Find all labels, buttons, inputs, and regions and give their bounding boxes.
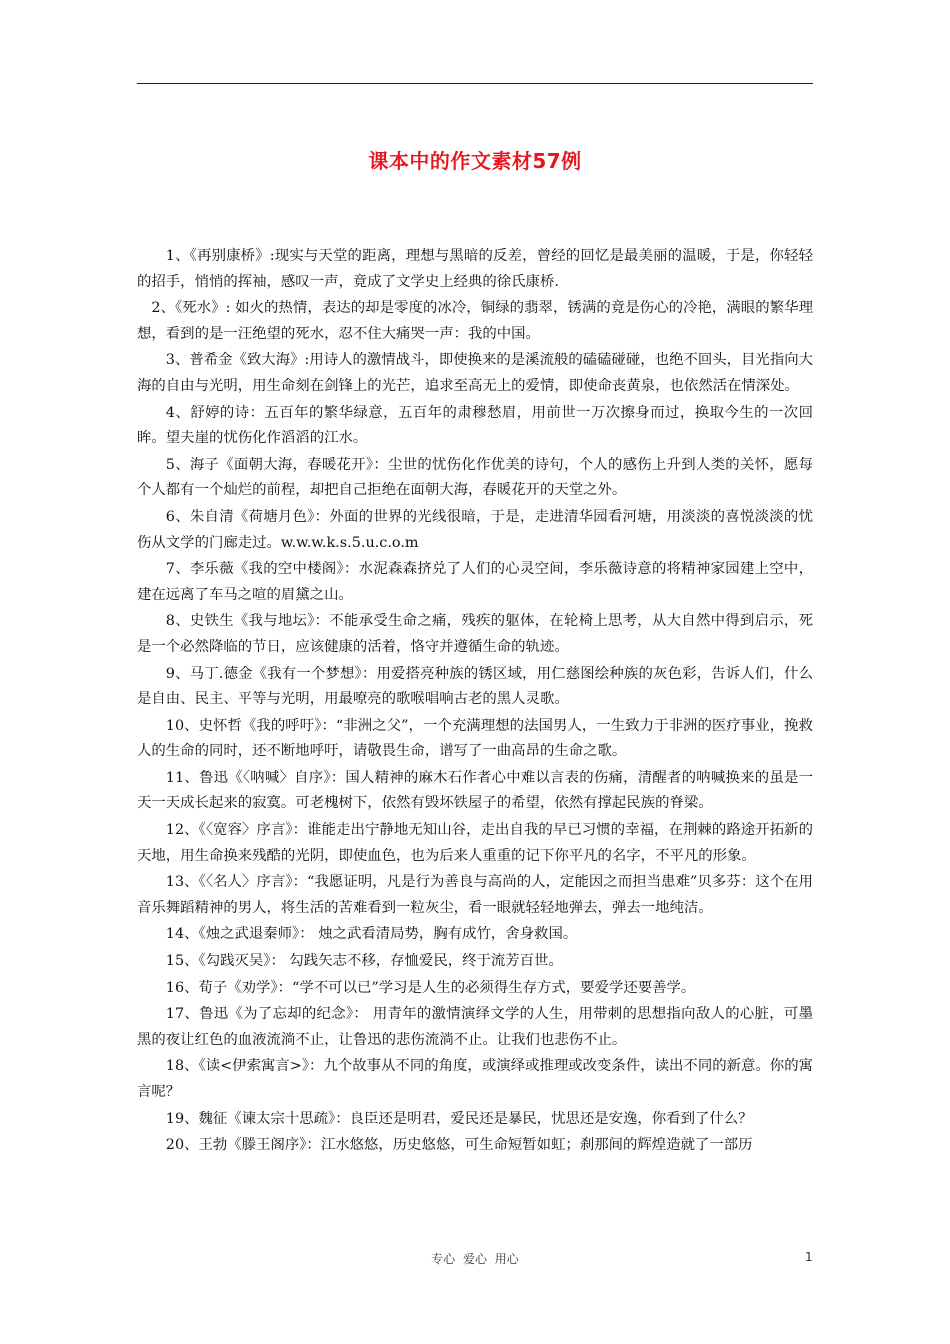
paragraph-13: 13、《〈名人〉序言》：“我愿证明，凡是行为善良与高尚的人，定能因之而担当患难”贝多芬：这个在用音乐舞蹈精神的男人，将生活的苦难看到一粒灰尘，看一眼就轻轻地弹去，弹去一地纯洁。 xyxy=(137,874,813,916)
paragraph-4: 4、舒婷的诗：五百年的繁华绿意，五百年的肃穆愁眉，用前世一万次擦身而过，换取今生的一次回眸。望夫崖的忧伤化作滔滔的江水。 xyxy=(137,404,813,447)
page-number: 1 xyxy=(805,1250,813,1264)
paragraph-14: 14、《烛之武退秦师》： 烛之武看清局势，胸有成竹，舍身救国。 xyxy=(165,926,578,943)
paragraph-9: 9、马丁.德金《我有一个梦想》：用爱搭亮种族的锈区域，用仁慈图绘种族的灰色彩，告诉人们，什么是自由、民主、平等与光明，用最嘹亮的歌喉唱响古老的黑人灵歌。 xyxy=(137,665,813,708)
paragraph-15: 15、《勾践灭吴》： 勾践矢志不移，存恤爱民，终于流芳百世。 xyxy=(165,953,563,970)
paragraph-11: 11、鲁迅《〈呐喊〉自序》：国人精神的麻木石作者心中难以言表的伤痛，清醒者的呐喊换来的虽是一天一天成长起来的寂寞。可老槐树下，依然有毁坏铁屋子的希望，依然有撑起民族的脊梁。 xyxy=(137,769,813,812)
paragraph-18: 18、《读<伊索寓言>》：九个故事从不同的角度，或演绎或推理或改变条件，读出不同的新意。你的寓言呢？ xyxy=(137,1058,813,1100)
paragraph-19: 19、魏征《谏太宗十思疏》：良臣还是明君，爱民还是暴民，忧思还是安逸，你看到了什么？ xyxy=(165,1110,753,1127)
paragraph-1: 1、《再别康桥》:现实与天堂的距离，理想与黑暗的反差，曾经的回忆是最美丽的温暖，于是，你轻轻的招手，悄悄的挥袖，感叹一声，竟成了文学史上经典的徐氏康桥. xyxy=(137,248,813,290)
paragraph-2: 2、《死水》: 如火的热情，表达的却是零度的冰冷，铜绿的翡翠，锈满的竟是伤心的冷艳，满眼的繁华理想，看到的是一汪绝望的死水，忍不住大痛哭一声：我的中国。 xyxy=(137,300,813,342)
header-rule xyxy=(137,83,813,84)
paragraph-3: 3、普希金《致大海》:用诗人的激情战斗，即使换来的是溪流般的磕磕碰碰，也绝不回头，目光指向大海的自由与光明，用生命刻在剑锋上的光芒，追求至高无上的爱情，即使命丧黄泉，也依然活在情深处。 xyxy=(137,352,813,394)
paragraph-12: 12、《〈宽容〉序言》：谁能走出宁静地无知山谷，走出自我的早已习惯的幸福，在荆棘的路途开拓新的天地，用生命换来残酷的光阴，即使血色，也为后来人重重的记下你平凡的名字，不平凡的形象。 xyxy=(137,822,813,864)
footer-motto: 专心 爱心 用心 xyxy=(431,1252,519,1266)
paragraph-6: 6、朱自清《荷塘月色》：外面的世界的光线很暗，于是，走进清华园看河塘，用淡淡的喜悦淡淡的忧伤从文学的门廊走过。w.w.w.k.s.5.u.c.o.m xyxy=(137,508,813,551)
paragraph-5: 5、海子《面朝大海，春暖花开》：尘世的忧伤化作优美的诗句，个人的感伤上升到人类的关怀，愿每个人都有一个灿烂的前程，却把自己拒绝在面朝大海，春暖花开的天堂之外。 xyxy=(137,456,813,499)
paragraph-17: 17、鲁迅《为了忘却的纪念》： 用青年的激情演绎文学的人生，用带刺的思想指向敌人的心脏，可墨黑的夜让红色的血液流淌不止，让鲁迅的悲伤流淌不止。让我们也悲伤不止。 xyxy=(137,1006,813,1048)
paragraph-16: 16、荀子《劝学》：“学不可以已”学习是人生的必须得生存方式，要爱学还要善学。 xyxy=(165,979,696,996)
paragraph-7: 7、李乐薇《我的空中楼阁》：水泥森森挤兑了人们的心灵空间，李乐薇诗意的将精神家园建上空中，建在远离了车马之喧的眉黛之山。 xyxy=(137,561,813,603)
paragraph-10: 10、史怀哲《我的呼吁》：“非洲之父”，一个充满理想的法国男人，一生致力于非洲的医疗事业，挽救人的生命的同时，还不断地呼吁，请敬畏生命，谱写了一曲高昂的生命之歌。 xyxy=(137,717,813,760)
paragraph-8: 8、史铁生《我与地坛》：不能承受生命之痛，残疾的躯体，在轮椅上思考，从大自然中得到启示，死是一个必然降临的节日，应该健康的活着，恪守并遵循生命的轨迹。 xyxy=(137,613,813,655)
document-title: 课本中的作文素材57例 xyxy=(368,149,582,173)
paragraph-20: 20、王勃《滕王阁序》：江水悠悠，历史悠悠，可生命短暂如虹；刹那间的辉煌造就了一部历 xyxy=(165,1137,753,1154)
document-body xyxy=(137,244,813,1160)
